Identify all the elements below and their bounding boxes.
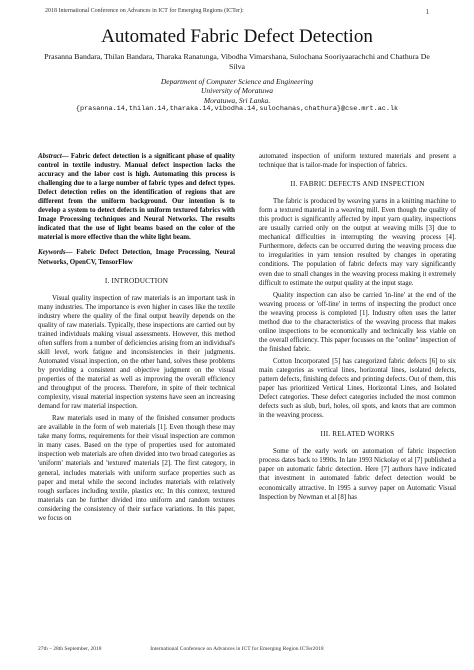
conference-header: 2018 International Conference on Advances in ICT for Emerging Regions (ICTer): bbox=[45, 8, 244, 14]
running-header bbox=[45, 8, 429, 14]
left-column bbox=[38, 152, 235, 526]
section-heading-fabric-defects: II. FABRIC DEFECTS AND INSPECTION bbox=[290, 180, 425, 189]
section-heading-introduction: I. INTRODUCTION bbox=[104, 276, 169, 285]
affiliation-block bbox=[40, 77, 434, 115]
author-list: Prasanna Bandara, Thilan Bandara, Tharaka Ranatunga, Vibodha Vimarshana, Sulochana Sooriyaarachchi and Chathura De Silva bbox=[44, 52, 430, 71]
location: Moratuwa, Sri Lanka. bbox=[203, 95, 271, 105]
fabric-paragraph-1: The fabric is produced by weaving yarns in a knitting machine to form a textured material in a weaving mill. Even though the quality of this product is significantly affected by input yarn quality, inspections are usually carried only on the output at weaving mills [3] due to mechanical difficulties in interrupting the weaving process [4]. Furthermore, defects can be occurred during the weaving process due to irregularities in yarn tension resulted by changes in operating conditions. The population of fabric defects may vary significantly even due to small changes in the weaving process making it extremely difficult to estimate the output quality at the input stage. bbox=[259, 198, 456, 287]
keywords-text: Fabric Defect Detection, Image Processing, Neural Networks, OpenCV, TensorFlow bbox=[38, 249, 235, 266]
intro-paragraph-2: Raw materials used in many of the finished consumer products are available in the form of web materials [1]. Even though these may take many forms, requirements for their visual inspection are common in many cases. Based on the type of properties used for automated inspection web materials are often divided into two broad categories as 'uniform' materials and 'textured' materials [2]. The first category, in general, includes materials with uniform surface properties such as paper and metal while the second includes materials with relatively rough surfaces including textile, plastics etc. In this context, textured materials can be further divided into uniform and random textures considering the consistency of their surface variations. In this paper, we focus on bbox=[38, 415, 235, 522]
intro-paragraph-2-continued: automated inspection of uniform textured materials and present a technique that is tailor-made for inspection of fabrics. bbox=[259, 153, 456, 170]
footer-dates: 27th – 28th September, 2018 bbox=[38, 646, 102, 652]
fabric-paragraph-2: Quality inspection can also be carried 'in-line' at the end of the weaving process or 'off-line' in terms of inspecting the product once the weaving process is completed [1]. Industry often uses the latter method due to the characteristics of the weaving process that makes online inspections to be economically and technically less viable on the overall efficiency. This paper focusses on the "online" inspection of the finished fabric. bbox=[259, 291, 456, 353]
related-paragraph-1: Some of the early work on automation of fabric inspection process dates back to 1990s. In late 1993 Nickolay et al [7] published a paper on automatic fabric detection. Here [7] authors have indicated that investment in automated fabric defect detection would be economically attractive. In 1995 a survey paper on Automatic Visual Inspection by Newman et al [8] has bbox=[259, 448, 456, 501]
page-number: 1 bbox=[425, 8, 429, 16]
footer-conference: International Conference on Advances in ICT for Emerging Region ICTer2018 bbox=[150, 646, 324, 652]
abstract-text: Fabric defect detection is a significant phase of quality control in textile industry. Manual defect inspection lacks the accuracy and the labor cost is high. Automating this process is challenging due to a large number of fabric types and defect types. Defect detection relies on the identification of regions that are different from the uniform background. Our intention is to develop a system to detect defects in uniform textured fabrics with Image Processing techniques and Neural Networks. The results indicated that the use of light beams based on the color of the material is more effective than the white light beam. bbox=[38, 153, 235, 242]
university: University of Moratuwa bbox=[200, 86, 274, 96]
paper-title: Automated Fabric Defect Detection bbox=[101, 26, 373, 47]
keywords-label: Keywords— bbox=[38, 249, 73, 257]
right-column bbox=[259, 152, 456, 505]
abstract bbox=[38, 152, 235, 242]
department: Department of Computer Science and Engineering bbox=[160, 77, 314, 86]
intro-paragraph-1: Visual quality inspection of raw materials is an important task in many industries. The importance is even higher in cases like the textile industry where the quality of the final output heavily depends on the quality of raw materials. Typically, these inspections are carried out by trained individuals making visual assessments. However, this method often suffers from a number of deficiencies arising from an individual's skill level, work fatigue and inconsistencies in their judgments. Automated visual inspection, on the other hand, solves these problems by providing a consistent and objective judgment on the visual properties of the material as well as improving the overall efficiency and throughput of the process. Therefore, in spite of their technical complexity, visual material inspection systems have seen an increasing demand for raw material inspection. bbox=[38, 294, 235, 411]
fabric-paragraph-3: Cotton Incorporated [5] has categorized fabric defects [6] to six main categories as vertical lines, horizontal lines, isolated defects, pattern defects, finishing defects and printing defects. Out of them, this paper has prioritized Vertical Lines, Horizontal Lines, and Isolated Defect categories. These defect categories included the most common defects such as slub, burl, holes, oil spots, and knots that are common in the weaving process. bbox=[259, 357, 456, 420]
abstract-label: Abstract— bbox=[38, 153, 69, 160]
keywords bbox=[38, 248, 235, 266]
section-heading-related-works: III. RELATED WORKS bbox=[320, 430, 395, 439]
author-emails: {prasanna.14,thilan.14,tharaka.14,vibodha.14,sulochanas,chathura}@cse.mrt.ac.lk bbox=[75, 105, 399, 114]
